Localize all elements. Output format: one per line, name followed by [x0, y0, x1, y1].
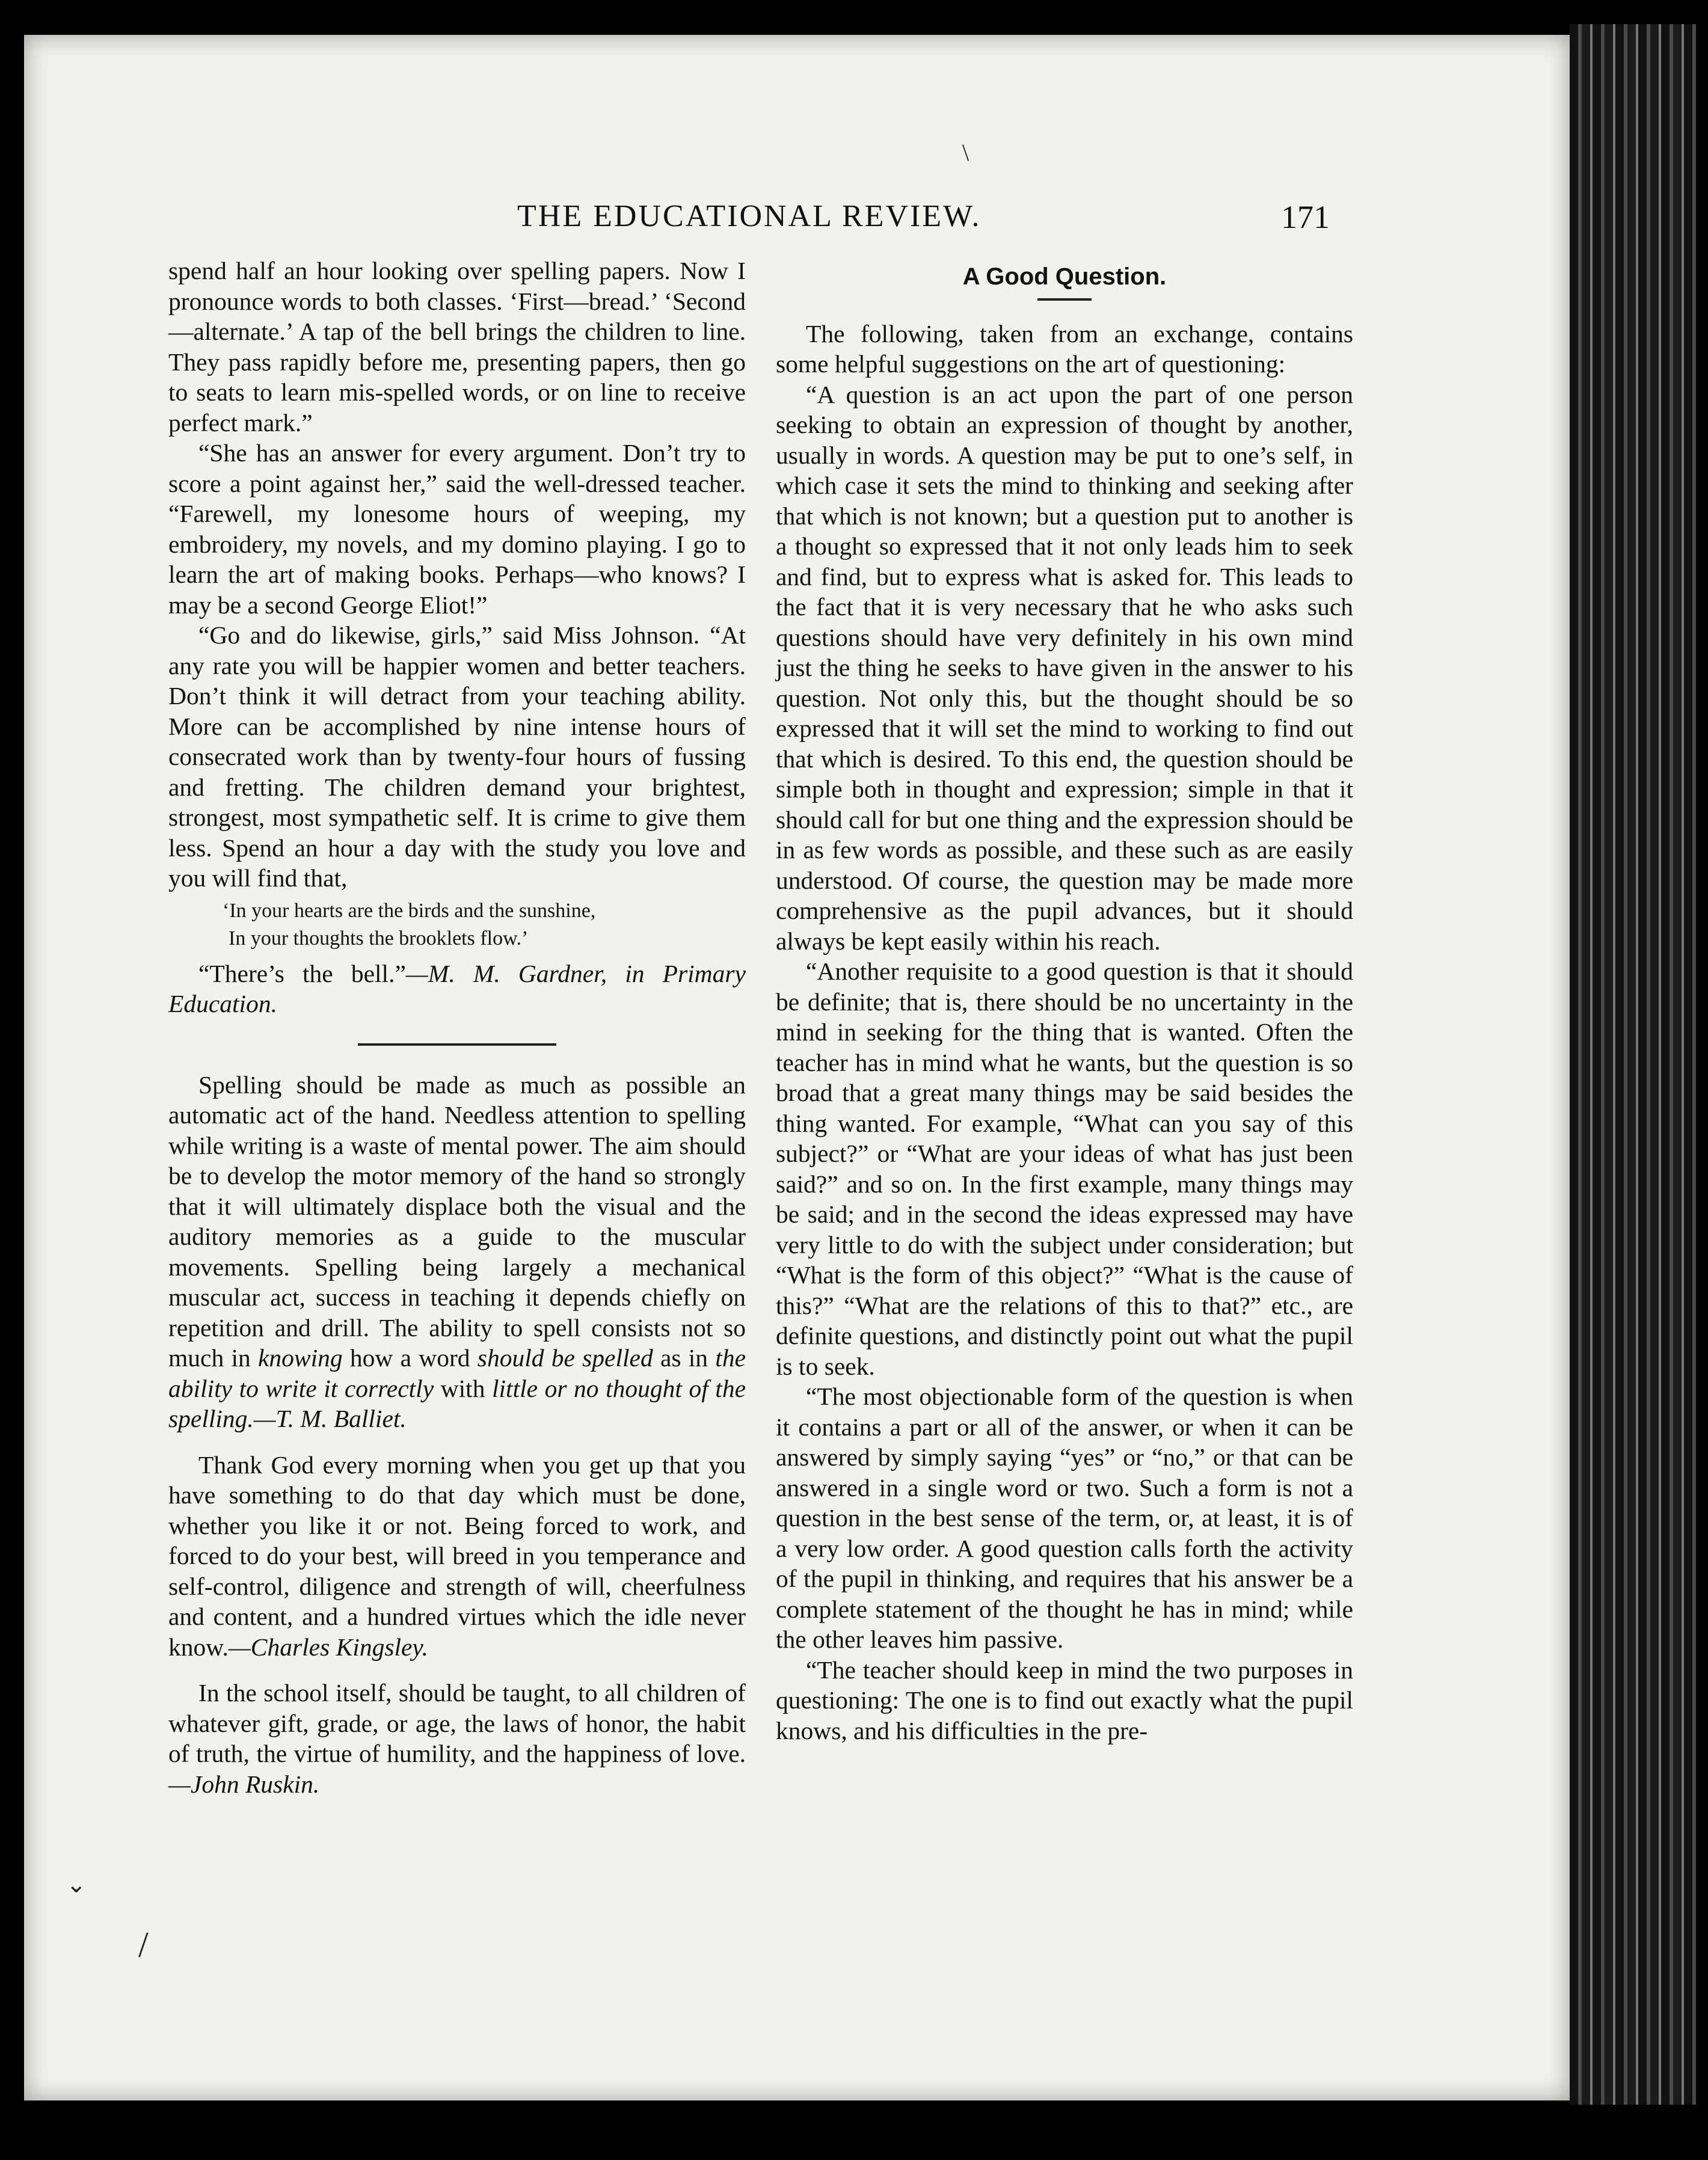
kingsley-text: Thank God every morning when you get up that you have something to do that day which must be done, whether you like it or not. Being forced to work, and forced to do your best, will breed in you temperance and self-control, diligence and strength of will, cheerfulness and content, and a hundred virtues which the idle never know.	[168, 1450, 746, 1661]
right-paragraph-1: The following, taken from an exchange, contains some helpful suggestions on the art of questioning:	[776, 319, 1353, 378]
heading-rule	[1037, 298, 1092, 301]
spelling-text-a: Spelling should be made as much as possible an automatic act of the hand. Needless attention to spelling while writing is a waste of mental power. The aim should be to develop the motor memory of the hand so strongly that it will ultimately displace both the visual and the auditory memories as a guide to the muscular movements. Spelling being largely a mechanical muscular act, success in teaching it depends chiefly on repetition and drill. The ability to spell consists not so much in	[168, 1070, 746, 1372]
running-head: THE EDUCATIONAL REVIEW.	[517, 199, 981, 233]
left-paragraph-1: spend half an hour looking over spelling papers. Now I pronounce words to both classes. ‘First—bread.’ ‘Second—alternate.’ A tap of the bell brings the children to line. They pass rapidly before me, presenting papers, then go to seats to learn mis-spelled words, or on line to receive perfect mark.”	[168, 257, 746, 437]
poem-line-1: ‘In your hearts are the birds and the sunshine,	[223, 899, 596, 922]
attribution-kingsley: —Charles Kingsley.	[228, 1633, 428, 1661]
spelling-italic-1: knowing	[257, 1344, 343, 1372]
attribution-gardner: —M. M. Gardner, in Primary Education.	[168, 959, 746, 1017]
scan-mark: /	[138, 1925, 149, 1965]
spelling-text-b: how a word	[342, 1344, 478, 1372]
page-number: 171	[1281, 199, 1330, 235]
poem-quote	[223, 897, 746, 953]
ruskin-paragraph	[168, 1678, 746, 1799]
poem-line-2: In your thoughts the brooklets flow.’	[229, 927, 529, 950]
spelling-paragraph	[168, 1070, 746, 1434]
spelling-italic-3: the ability to write it correctly	[168, 1344, 746, 1402]
attribution-ruskin: —John Ruskin.	[168, 1770, 320, 1798]
right-paragraph-4: “The most objectionable form of the question is when it contains a part or all of the answer, or when it can be answered by simply saying “yes” or “no,” or that can be answered in a single word or two. Such a form is not a question in the best sense of the term, or, at least, it is of a very low order. A good question calls forth the activity of the pupil in thinking, and requires that his answer be a complete statement of the thought he has in mind; while the other leaves him passive.	[776, 1382, 1353, 1653]
kingsley-paragraph	[168, 1450, 746, 1663]
ruskin-text: In the school itself, should be taught, to all children of whatever gift, grade, or age, the laws of honor, the habit of truth, the virtue of humility, and the happiness of love.	[168, 1679, 746, 1767]
book-spine-edge	[1570, 24, 1696, 2105]
section-divider	[358, 1043, 556, 1046]
left-paragraph-3: “Go and do likewise, girls,” said Miss Johnson. “At any rate you will be happier women and better teachers. Don’t think it will detract from your teaching ability. More can be accomplished by nine intense hours of consecrated work than by twenty-four hours of fussing and fretting. The children demand your brightest, strongest, most sympathetic self. It is crime to give them less. Spend an hour a day with the study you love and you will find that,	[168, 621, 746, 892]
bell-quote: “There’s the bell.”	[198, 959, 406, 987]
right-column	[776, 256, 1353, 1746]
right-paragraph-5: “The teacher should keep in mind the two purposes in questioning: The one is to find out exactly what the pupil knows, and his difficulties in the pre-	[776, 1655, 1353, 1744]
spelling-text-c: as in	[653, 1344, 716, 1372]
spelling-text-d: with	[434, 1374, 492, 1402]
right-paragraph-3: “Another requisite to a good question is that it should be definite; that is, there should be no uncertainty in the mind in seeking for the thing that is wanted. Often the teacher has in mind what he wants, but the question is so broad that a great many things may be said besides the thing wanted. For example, “What can you say of this subject?” or “What are your ideas of what has just been said?” and so on. In the first example, many things may be said; and in the second the ideas expressed may have very little to do with the subject under consideration; but “What is the form of this object?” “What is the cause of this?” “What are the relations of this to that?” etc., are definite questions, and distinctly point out what the pupil is to seek.	[776, 957, 1353, 1380]
left-paragraph-4	[168, 959, 746, 1019]
left-paragraph-2: “She has an answer for every argument. Don’t try to score a point against her,” said the well-dressed teacher. “Farewell, my lonesome hours of weeping, my embroidery, my novels, and my domino playing. I go to learn the art of making books. Perhaps—who knows? I may be a second George Eliot!”	[168, 439, 746, 619]
spelling-italic-2: should be spelled	[477, 1344, 653, 1372]
right-paragraph-2: “A question is an act upon the part of one person seeking to obtain an expression of thought by another, usually in words. A question may be put to one’s self, in which case it sets the mind to thinking and seeking after that which is not known; but a question put to another is a thought so expressed that it not only leads him to seek and find, but to express what is asked for. This leads to the fact that it is very necessary that he who asks such questions should have very definitely in his own mind just the thing he seeks to have given in the answer to his question. Not only this, but the thought should be so expressed that it will set the mind to working to find out that which is desired. To this end, the question should be simple both in thought and expression; simple in that it should call for but one thing and the expression should be in as few words as possible, and these such as are easily understood. Of course, the question may be made more comprehensive as the pupil advances, but it should always be kept easily within his reach.	[776, 380, 1353, 955]
left-column	[168, 256, 746, 1799]
article-heading: A Good Question.	[962, 263, 1167, 290]
spelling-italic-4: little or no thought of the spelling.—T. M. Balliet.	[168, 1374, 746, 1432]
scan-mark: ⌄	[66, 1871, 87, 1898]
scan-mark: \	[962, 139, 969, 166]
